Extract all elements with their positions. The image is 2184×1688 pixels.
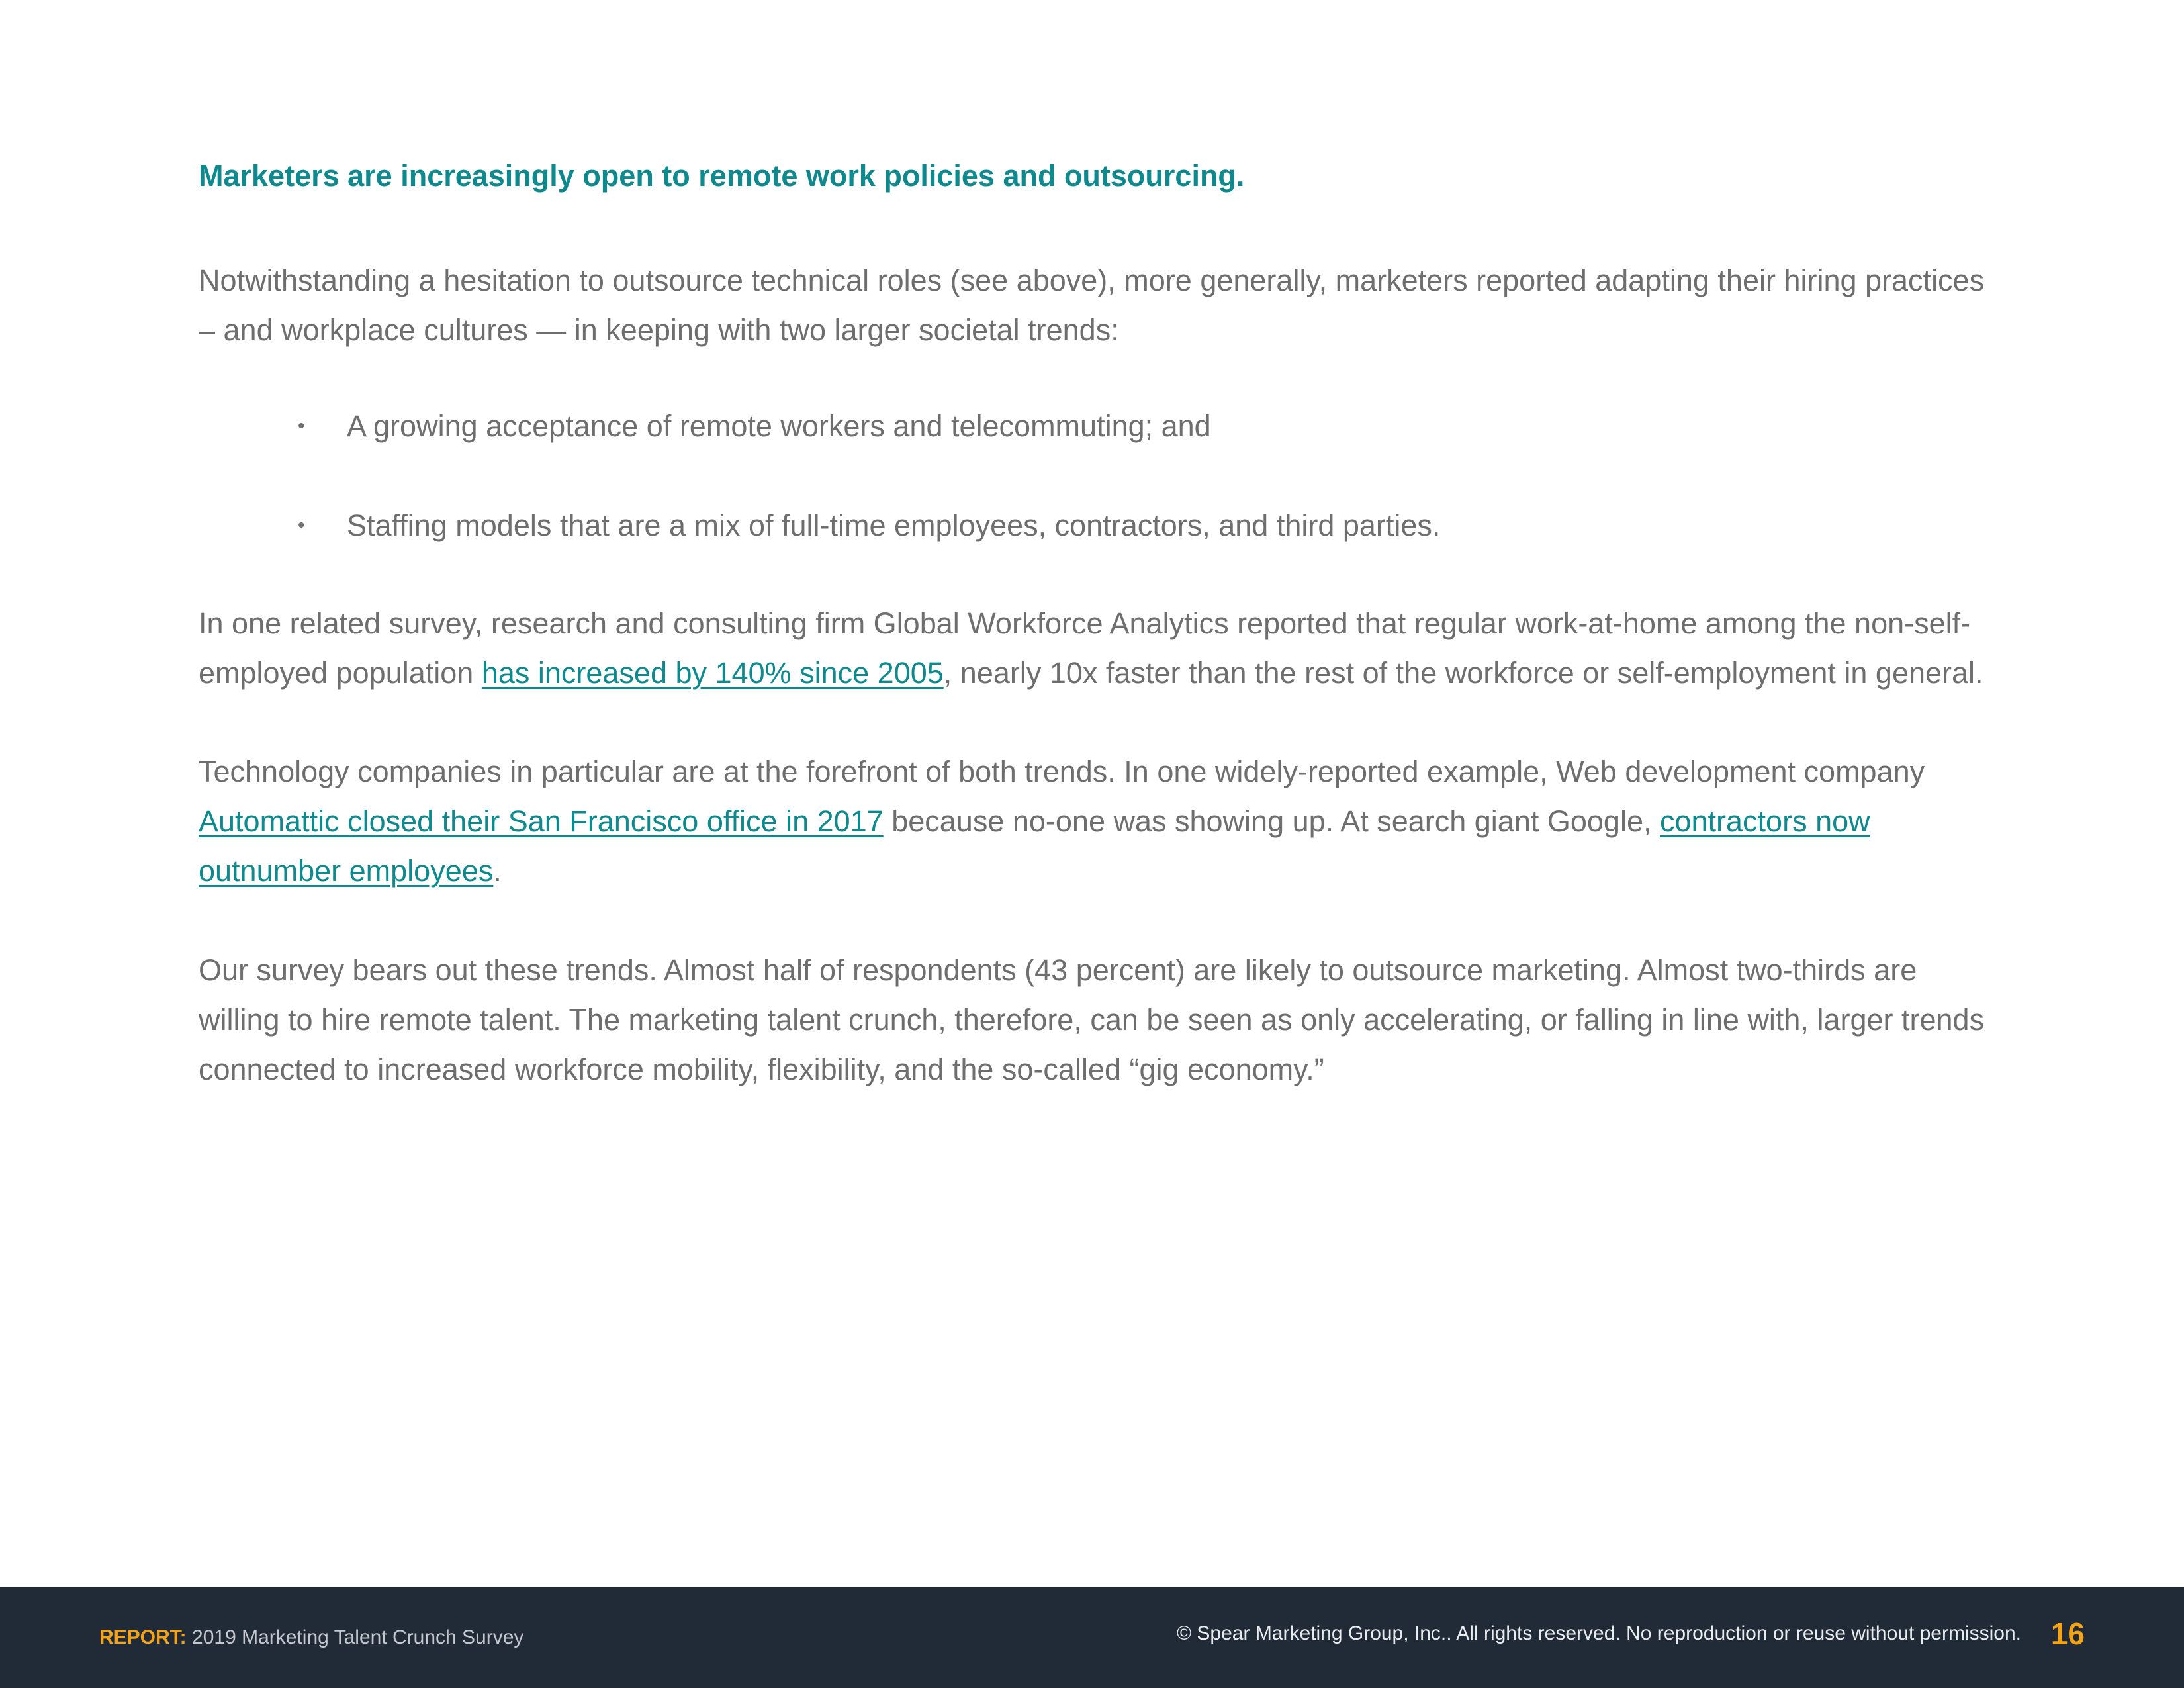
section-heading: Marketers are increasingly open to remote work policies and outsourcing. xyxy=(199,159,1245,193)
survey-line-2-prefix: employed population xyxy=(199,656,482,690)
survey-line-2 xyxy=(199,648,1985,698)
results-line-2: willing to hire remote talent. The marketing talent crunch, therefore, can be seen as only accelerating, or falling in line with, larger trends xyxy=(199,1003,1985,1037)
page-footer xyxy=(0,1587,2184,1688)
footer-report-info xyxy=(99,1624,523,1651)
link-google-contractors-continued[interactable]: outnumber employees xyxy=(199,854,494,888)
survey-line-1: In one related survey, research and consulting firm Global Workforce Analytics reported that regular work-at-home among the non-self- xyxy=(199,606,1971,640)
technology-line-3-suffix: . xyxy=(493,854,502,888)
link-google-contractors[interactable]: contractors now xyxy=(1659,804,1870,838)
footer-copyright: © Spear Marketing Group, Inc.. All rights reserved. No reproduction or reuse without permission. xyxy=(1176,1622,2021,1644)
bullet-icon: • xyxy=(298,415,305,437)
link-automattic-office[interactable]: Automattic closed their San Francisco office in 2017 xyxy=(199,804,884,838)
survey-paragraph xyxy=(199,598,1985,698)
technology-line-3 xyxy=(199,846,1985,896)
technology-line-1: Technology companies in particular are at the forefront of both trends. In one widely-reported example, Web development company xyxy=(199,755,1925,788)
footer-report-title: 2019 Marketing Talent Crunch Survey xyxy=(186,1626,524,1648)
list-item-text: Staffing models that are a mix of full-time employees, contractors, and third parties. xyxy=(347,508,1441,542)
results-line-3: connected to increased workforce mobility, flexibility, and the so-called “gig economy.” xyxy=(199,1053,1324,1086)
intro-line-1: Notwithstanding a hesitation to outsource technical roles (see above), more generally, marketers reported adapting their hiring practices xyxy=(199,263,1985,297)
list-item-text: A growing acceptance of remote workers and telecommuting; and xyxy=(347,409,1211,443)
survey-results-paragraph xyxy=(199,945,1985,1094)
survey-line-2-suffix: , nearly 10x faster than the rest of the workforce or self-employment in general. xyxy=(943,656,1983,690)
results-line-1: Our survey bears out these trends. Almost half of respondents (43 percent) are likely to outsource marketing. Almost two-thirds are xyxy=(199,953,1917,987)
technology-line-2 xyxy=(199,796,1985,846)
link-work-at-home-growth[interactable]: has increased by 140% since 2005 xyxy=(481,656,944,690)
technology-line-2-middle: because no-one was showing up. At search giant Google, xyxy=(883,804,1660,838)
intro-paragraph xyxy=(199,256,1985,355)
page-number: 16 xyxy=(2050,1617,2085,1651)
bullet-icon: • xyxy=(298,514,305,536)
footer-report-label: REPORT: xyxy=(99,1626,187,1648)
intro-line-2: – and workplace cultures — in keeping with two larger societal trends: xyxy=(199,313,1119,347)
technology-paragraph xyxy=(199,747,1985,896)
